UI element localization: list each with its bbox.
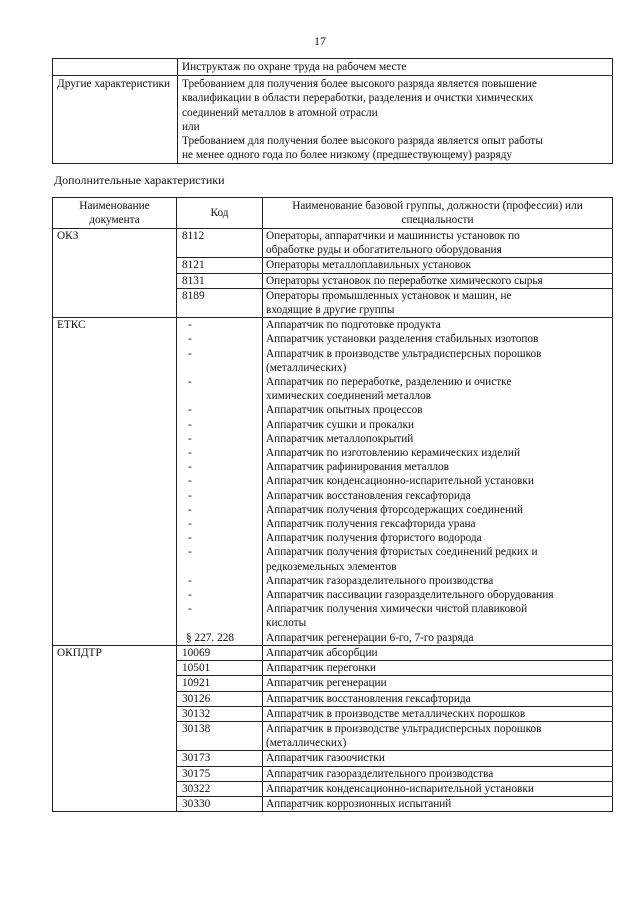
table-row [53,318,613,646]
qualification-table [52,58,613,164]
text-line: Аппаратчик в производстве ультрадисперсных порошков [266,722,542,735]
name-cell: Аппаратчик газоразделительного производства [263,766,613,781]
section-subtitle: Дополнительные характеристики [54,173,225,187]
text-line: обработке руды и обогатительного оборудования [266,244,502,257]
code-line: - [188,532,192,545]
code-cell: 8112 [177,229,263,258]
code-line [180,389,259,403]
text-line: Аппаратчик газоразделительного производства [266,574,494,587]
text-line: или [182,120,200,133]
header-document: Наименование документа [53,198,177,229]
doc-okz: ОКЗ [53,229,177,318]
text-line: Аппаратчик сушки и прокалки [266,418,414,431]
text-line: Аппаратчик получения фтористого водорода [266,532,482,545]
text-line: Аппаратчик получения химически чистой плавиковой [266,603,528,616]
text-line: Требованием для получения более высокого разряда является повышение [182,78,537,91]
text-line: не менее одного года по более низкому (предшествующему) разряду [182,149,513,162]
code-line: § 227. 228 [186,631,235,644]
name-cell: Операторы установок по переработке химического сырья [263,273,613,288]
briefing-text: Инструктаж по охране труда на рабочем месте [178,59,613,76]
other-characteristics-label: Другие характеристики [53,76,178,164]
code-line: - [188,418,192,431]
code-cell: 30132 [177,706,263,721]
text-line: Аппаратчик конденсационно-испарительной установки [266,475,534,488]
name-cell: Аппаратчик регенерации [263,676,613,691]
code-cell: 30138 [177,721,263,750]
header-group: Наименование базовой группы, должности (профессии) или специальности [263,198,613,229]
text-line: химических соединений металлов [266,390,431,403]
text-line: Аппаратчик получения фтористых соединений редких и [266,546,538,559]
code-line: - [188,489,192,502]
code-line: - [188,347,192,360]
name-cell [263,288,613,317]
code-cell: 8189 [177,288,263,317]
page-number: 17 [314,34,326,48]
header-row [53,198,613,229]
code-cell: 10501 [177,661,263,676]
code-cell: 30173 [177,751,263,766]
doc-okpdtr: ОКПДТР [53,645,177,811]
text-line: (металлических) [266,361,347,374]
text-line: Аппаратчик металлопокрытий [266,432,414,445]
name-cell: Аппаратчик коррозионных испытаний [263,796,613,811]
code-cell: 10069 [177,645,263,660]
text-line: кислоты [266,617,307,630]
empty-cell [53,59,178,76]
code-cell: 10921 [177,676,263,691]
table-row [53,229,613,258]
text-line: квалификации в области переработки, разделения и очистки химических [182,92,534,105]
code-line: - [188,447,192,460]
code-cell: 8131 [177,273,263,288]
doc-etks: ЕТКС [53,318,177,646]
name-cell [263,229,613,258]
text-line: соединений металлов в атомной отрасли [182,106,378,119]
text-line: Операторы промышленных установок и машин, не [266,289,512,302]
code-line: - [188,518,192,531]
code-line: - [188,475,192,488]
text-line: входящие в другие группы [266,304,395,317]
code-line: - [188,333,192,346]
code-line: - [188,376,192,389]
text-line: Аппаратчик установки разделения стабильных изотопов [266,333,539,346]
code-line: - [188,589,192,602]
name-cell: Аппаратчик в производстве металлических порошков [263,706,613,721]
name-cell: Аппаратчик перегонки [263,661,613,676]
etks-names [263,318,613,646]
name-cell: Аппаратчик газоочистки [263,751,613,766]
text-line: Требованием для получения более высокого разряда является опыт работы [182,135,543,148]
code-line: - [188,461,192,474]
name-cell: Операторы металлоплавильных установок [263,258,613,273]
additional-characteristics-table [52,197,613,812]
other-characteristics-text [178,76,613,164]
code-line [180,616,259,630]
code-line: - [188,404,192,417]
code-cell: 30330 [177,796,263,811]
name-cell: Аппаратчик конденсационно-испарительной установки [263,781,613,796]
text-line: Аппаратчик восстановления гексафторида [266,489,471,502]
text-line: Аппаратчик опытных процессов [266,404,423,417]
code-line: - [188,432,192,445]
name-cell: Аппаратчик абсорбции [263,645,613,660]
code-line: - [188,319,192,332]
text-line: Операторы, аппаратчики и машинисты установок по [266,230,520,242]
text-line: Аппаратчик по подготовке продукта [266,319,441,332]
text-line: Аппаратчик получения фторсодержащих соединений [266,503,524,516]
code-line: - [188,603,192,616]
table-row [53,76,613,164]
text-line: Аппаратчик получения гексафторида урана [266,518,476,531]
name-cell [263,721,613,750]
code-cell: 30322 [177,781,263,796]
etks-codes [177,318,263,646]
table-row [53,645,613,660]
text-line: Аппаратчик по изготовлению керамических изделий [266,447,520,460]
table-row [53,59,613,76]
text-line: Аппаратчик в производстве ультрадисперсных порошков [266,347,542,360]
name-cell: Аппаратчик восстановления гексафторида [263,691,613,706]
code-line [180,560,259,574]
code-cell: 30126 [177,691,263,706]
text-line: Аппаратчик рафинирования металлов [266,461,449,474]
text-line: Аппаратчик пассивации газоразделительного оборудования [266,589,554,602]
text-line: Аппаратчик регенерации 6-го, 7-го разряда [266,631,474,644]
code-line: - [188,503,192,516]
code-line: - [188,574,192,587]
text-line: (металлических) [266,737,347,750]
code-line [180,361,259,375]
text-line: редкоземельных элементов [266,560,397,573]
code-cell: 8121 [177,258,263,273]
code-cell: 30175 [177,766,263,781]
text-line: Аппаратчик по переработке, разделению и очистке [266,376,512,389]
code-line: - [188,546,192,559]
header-code: Код [177,198,263,229]
